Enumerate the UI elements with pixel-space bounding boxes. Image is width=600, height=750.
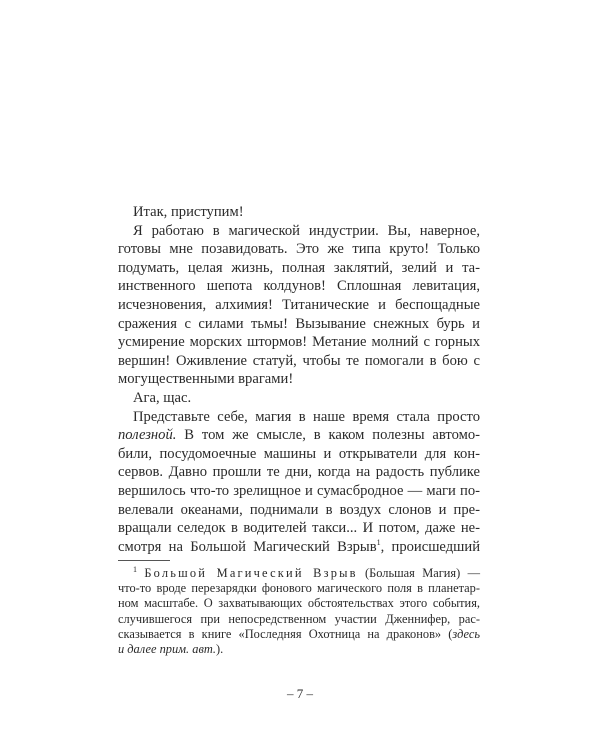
text-line: инственного шепота колдунов! Сплошная левитация, [118, 278, 480, 295]
text-line: вращали селедок в водителей такси... И потом, даже не- [118, 520, 480, 537]
text-line: усмирение морских штормов! Метание молний с горных [118, 334, 480, 351]
text-line: Я работаю в магической индустрии. Вы, наверное, [133, 222, 480, 239]
page-number: – 7 – [287, 686, 313, 701]
text-fragment: (Большая Магия) — [365, 566, 480, 580]
text-fragment: , происшедший [380, 538, 480, 555]
text-line: сервов. Давно прошли те дни, когда на радость публике [118, 464, 480, 481]
text-line: велевали океанами, поднимали в воздух слонов и пре- [118, 501, 480, 518]
footnote-marker: 1 [133, 564, 137, 574]
text-fragment: В том же смысле, в каком полезны автомо- [184, 427, 480, 444]
text-line: исчезновения, алхимия! Титанические и беспощадные [118, 296, 480, 313]
footnote-line [118, 566, 480, 581]
italic-fragment: здесь [452, 626, 480, 641]
text-line: Ага, щас. [133, 389, 192, 406]
text-line: готовы мне позавидовать. Это же типа круто! Только [118, 241, 480, 258]
text-line: били, посудомоечные машины и открыватели для кон- [118, 445, 480, 462]
footnote-line [118, 642, 480, 657]
text-line [118, 538, 480, 557]
text-line: вершилось что-то зрелищное и сумасбродное — маги по- [118, 482, 480, 499]
text-line: Итак, приступим! [133, 204, 244, 220]
text-line: подумать, целая жизнь, полная заклятий, зелий и та- [118, 259, 480, 276]
text-line: сражения с силами тьмы! Вызывание снежных бурь и [118, 315, 480, 332]
footnote-line: случившегося при непосредственном участии Дженнифер, рас- [118, 611, 480, 626]
footnote-term: Большой Магический Взрыв [144, 566, 358, 580]
footnote [118, 566, 480, 657]
text-line: могущественными врагами! [118, 371, 294, 388]
footnote-ref[interactable]: 1 [376, 537, 381, 547]
body-text [118, 203, 480, 556]
text-line [118, 426, 480, 445]
text-line: Представьте себе, магия в наше время стала просто [133, 408, 480, 425]
footnote-divider [118, 560, 170, 561]
footnote-line: ном масштабе. О захватывающих обстоятельствах этого события, [118, 596, 480, 611]
text-fragment: сказывается в книге «Последняя Охотница на драконов» ( [118, 626, 453, 641]
italic-fragment: и далее прим. авт. [118, 641, 217, 656]
italic-word: полезной. [118, 427, 177, 444]
footnote-line: что-то вроде перезарядки фонового магического поля в планетар- [118, 581, 480, 596]
footnote-line [118, 627, 480, 642]
text-line: вершин! Оживление статуй, чтобы те помогали в бою с [118, 352, 480, 369]
text-fragment: смотря на Большой Магический Взрыв [118, 538, 377, 555]
text-fragment: ). [216, 641, 224, 656]
